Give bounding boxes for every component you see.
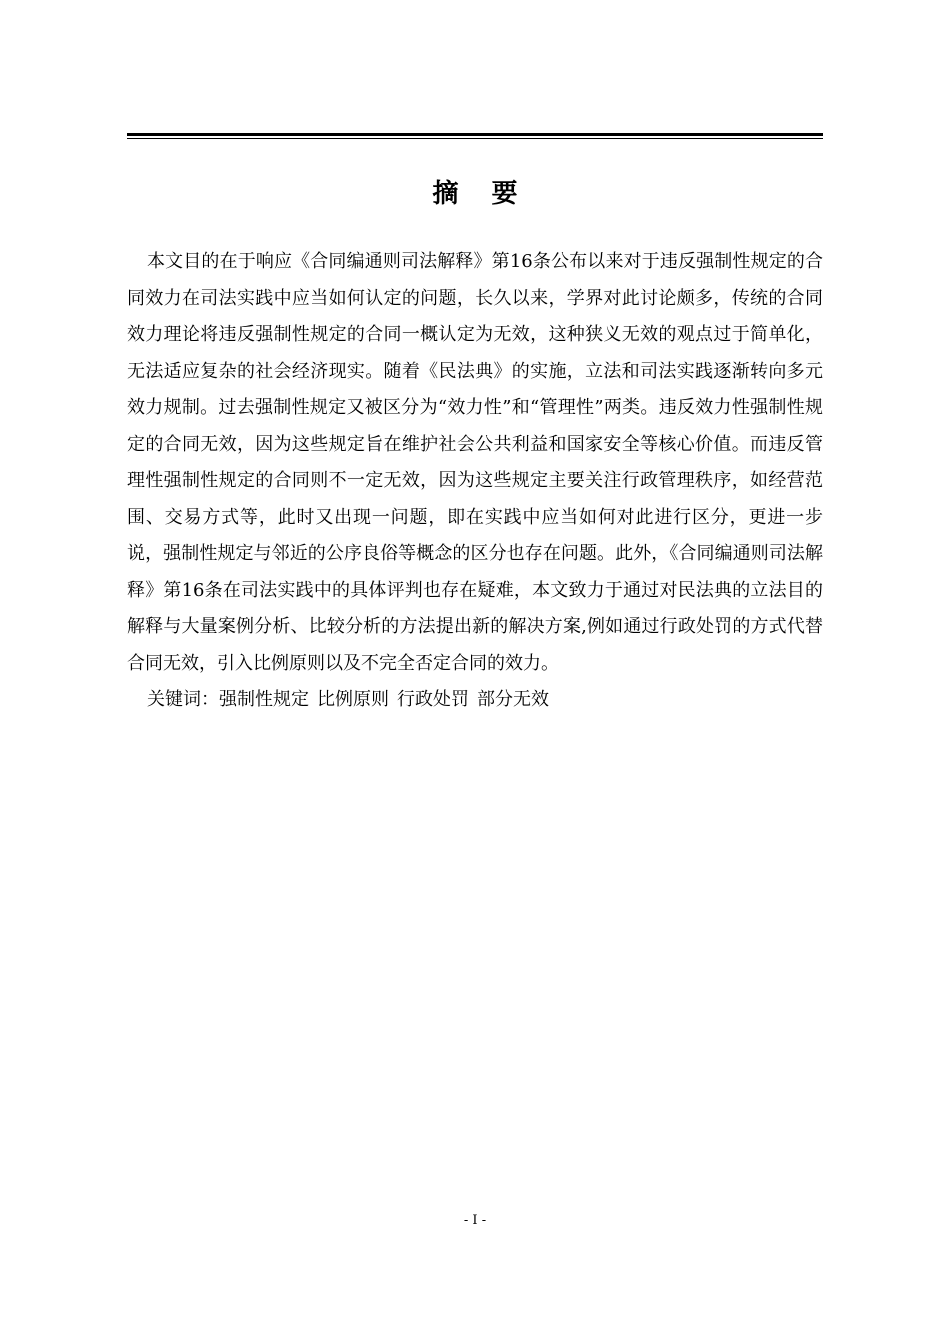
abstract-body (127, 244, 823, 719)
header-rule (127, 133, 823, 141)
header-rule-thick (127, 133, 823, 136)
abstract-paragraph: 本文目的在于响应《合同编通则司法解释》第16条公布以来对于违反强制性规定的合同效力在司法实践中应当如何认定的问题，长久以来，学界对此讨论颇多，传统的合同效力理论将违反强制性规定的合同一概认定为无效，这种狭义无效的观点过于简单化，无法适应复杂的社会经济现实。随着《民法典》的实施，立法和司法实践逐渐转向多元效力规制。过去强制性规定又被区分为“效力性”和“管理性”两类。违反效力性强制性规定的合同无效，因为这些规定旨在维护社会公共利益和国家安全等核心价值。而违反管理性强制性规定的合同则不一定无效，因为这些规定主要关注行政管理秩序，如经营范围、交易方式等，此时又出现一问题，即在实践中应当如何对此进行区分，更进一步说，强制性规定与邻近的公序良俗等概念的区分也存在问题。此外，《合同编通则司法解释》第16条在司法实践中的具体评判也存在疑难，本文致力于通过对民法典的立法目的解释与大量案例分析、比较分析的方法提出新的解决方案,例如通过行政处罚的方式代替合同无效，引入比例原则以及不完全否定合同的效力。 (127, 251, 823, 674)
keywords-line (127, 682, 823, 719)
page-number: - I - (463, 1213, 487, 1228)
keywords-label: 关键词： (147, 689, 219, 710)
abstract-title: 摘 要 (432, 179, 530, 209)
keyword-item: 强制性规定 (219, 689, 309, 710)
header-rule-thin (127, 138, 823, 139)
keyword-item: 比例原则 (317, 689, 389, 710)
keyword-item: 部分无效 (477, 689, 549, 710)
keyword-item: 行政处罚 (397, 689, 469, 710)
